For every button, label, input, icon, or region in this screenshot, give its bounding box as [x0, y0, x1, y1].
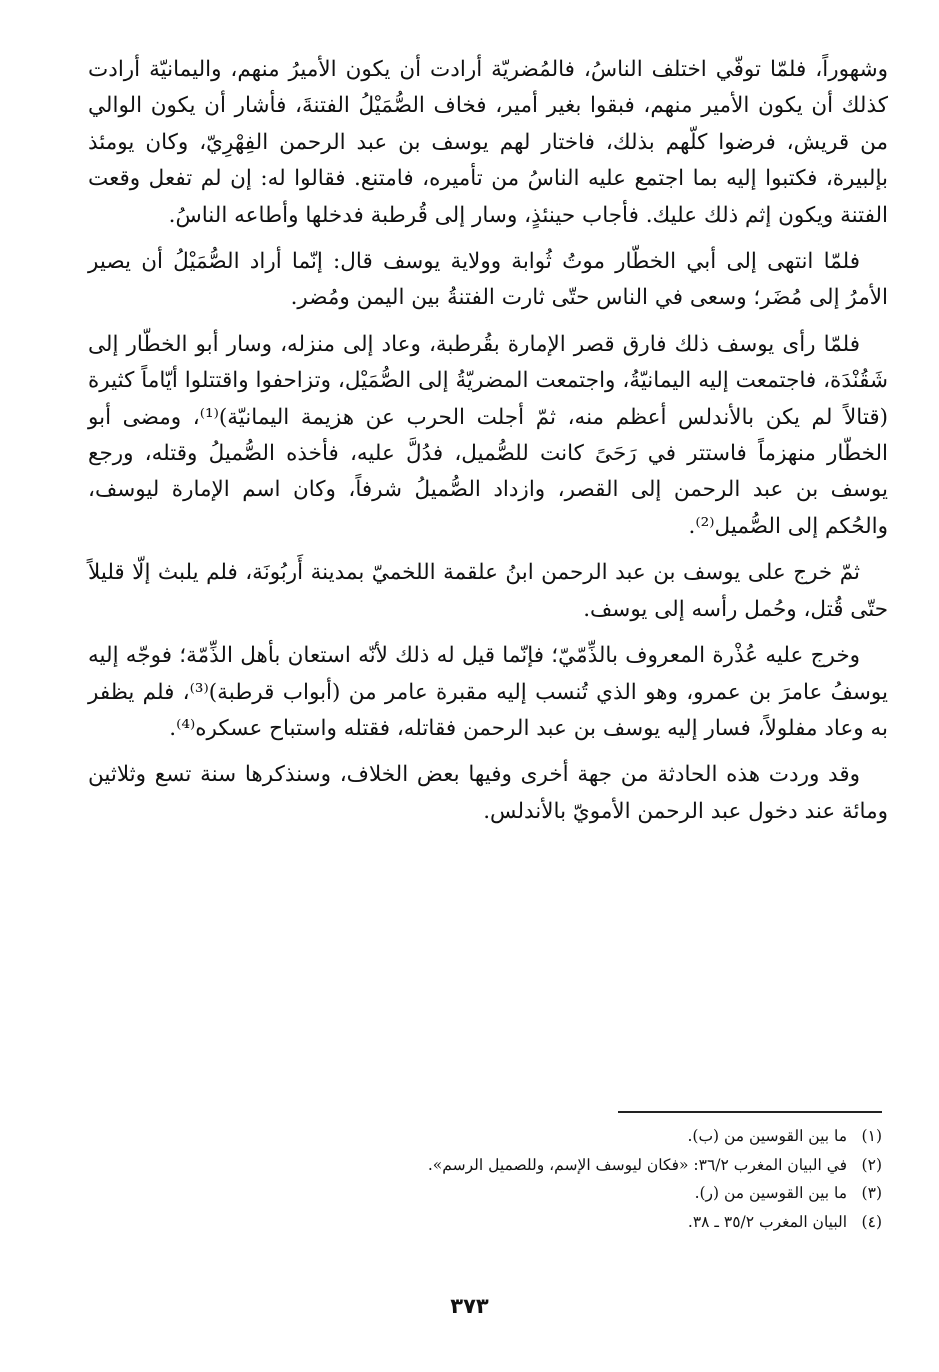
footnote-1	[88, 1122, 882, 1151]
footnote-2	[88, 1151, 882, 1180]
footnote-divider	[618, 1111, 882, 1113]
footnote-4	[88, 1208, 882, 1237]
paragraph-6: وقد وردت هذه الحادثة من جهة أخرى وفيها بعض الخلاف، وسنذكرها سنة تسع وثلاثين ومائة عند دخول عبد الرحمن الأمويّ بالأندلس.	[88, 762, 888, 824]
paragraph-2: فلمّا انتهى إلى أبي الخطّار موتُ ثُوابة وولاية يوسف قال: إنّما أراد الصُّمَيْلُ أن يصير الأمرُ إلى مُضَر؛ وسعى في الناس حتّى ثارت الفتنةُ بين اليمن ومُضر.	[88, 249, 888, 311]
footnote-text: ما بين القوسين من (ب).	[687, 1127, 848, 1145]
paragraph-3: فلمّا رأى يوسف ذلك فارق قصر الإمارة بقُرطبة، وعاد إلى منزله، وسار أبو الخطّار إلى شَقُنْدَة، فاجتمعت إليه اليمانيّةُ، واجتمعت المضريّةُ إلى الصُّمَيْل، وتزاحفوا واقتتلوا أيّاماً كثيرة (قتالاً لم يكن بالأندلس أعظم منه، ثمّ أجلت الحرب عن هزيمة اليمانيّة)⁽¹⁾، ومضى أبو الخطّار منهزماً فاستتر في رَحَىً كانت للصُّميل، فدُلَّ عليه، فأخذه الصُّميلُ وقتله، ورجع يوسف بن عبد الرحمن إلى القصر، وازداد الصُّميلُ شرفاً، وكان اسم الإمارة ليوسف، والحُكم إلى الصُّميل⁽²⁾.	[88, 331, 888, 539]
footnote-text: البيان المغرب ٣٥/٢ ـ ٣٨.	[687, 1212, 848, 1231]
footnotes	[88, 1122, 882, 1236]
paragraph-4: ثمّ خرج على يوسف بن عبد الرحمن ابنُ علقمة اللخميّ بمدينة أَربُونَة، فلم يلبث إلّا قليلاً حتّى قُتل، وحُمل رأسه إلى يوسف.	[88, 560, 888, 622]
footnote-text: ما بين القوسين من (ر).	[694, 1184, 848, 1202]
footnote-number: (١)	[861, 1127, 882, 1145]
paragraph-1: وشهوراً، فلمّا توفّي اختلف الناسُ، فالمُضريّة أرادت أن يكون الأميرُ منهم، واليمانيّة أرادت كذلك أن يكون الأمير منهم، فبقوا بغير أمير، فخاف الصُّمَيْلُ الفتنةَ، فأشار أن يكون الوالي من قريش، فرضوا كلّهم بذلك، فاختار لهم يوسف بن عبد الرحمن الفِهْرِيّ، وكان يومئذ بإلبيرة، فكتبوا إليه بما اجتمع عليه الناسُ من تأميره، فامتنع. فقالوا له: إن لم تفعل وقعت الفتنة ويكون إثم ذلك عليك. فأجاب حينئذٍ، وسار إلى قُرطبة فدخلها وأطاعه الناسُ.	[88, 57, 888, 228]
footnote-number: (٤)	[861, 1212, 882, 1231]
footnote-number: (٣)	[861, 1184, 882, 1202]
main-text	[88, 52, 888, 840]
paragraph-5: وخرج عليه عُذْرة المعروف بالذِّمّيّ؛ فإنّما قيل له ذلك لأنّه استعان بأهل الذِّمّة؛ فوجّه إليه يوسفُ عامرَ بن عمرو، وهو الذي تُنسب إليه مقبرة عامر من (أبواب قرطبة)⁽³⁾، فلم يظفر به وعاد مفلولاً، فسار إليه يوسف بن عبد الرحمن فقاتله، فقتله واستباح عسكره⁽⁴⁾.	[88, 643, 889, 741]
page-number: ٣٧٣	[450, 1294, 489, 1318]
footnote-number: (٢)	[861, 1155, 882, 1174]
footnote-3	[88, 1179, 882, 1208]
footnote-text: في البيان المغرب ٣٦/٢: «فكان ليوسف الإسم، وللصميل الرسم».	[427, 1155, 848, 1174]
